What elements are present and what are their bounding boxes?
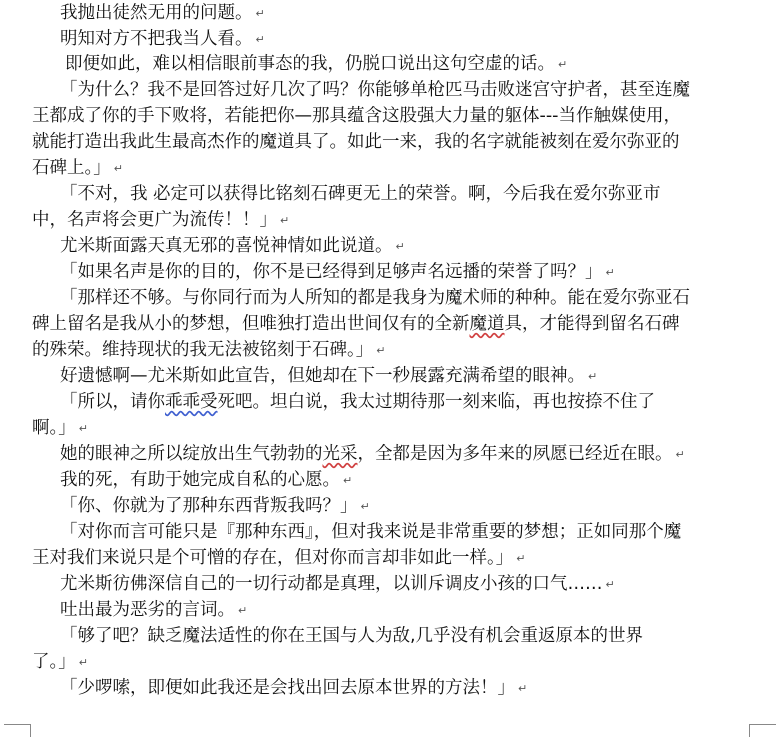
text-line: 尤米斯彷佛深信自己的一切行动都是真理，以训斥调皮小孩的口气…… ↵: [60, 574, 615, 594]
text-line: 尤米斯面露天真无邪的喜悦神情如此说道。 ↵: [60, 236, 405, 256]
text-line: 好遗憾啊—尤米斯如此宣告，但她却在下一秒展露充满希望的眼神。 ↵: [60, 366, 598, 386]
text-line: 吐出最为恶劣的言词。 ↵: [60, 600, 248, 620]
text-line: 就能打造出我此生最高杰作的魔道具了。如此一来，我的名字就能被刻在爱尔弥亚的: [32, 132, 680, 152]
text-line: 石碑上。」 ↵: [32, 158, 123, 178]
text-line: 啊。」 ↵: [32, 418, 88, 438]
text-line: 王都成了你的手下败将，若能把你—那具蕴含这股强大力量的躯体---当作触媒使用，: [32, 106, 681, 126]
text-line: 王对我们来说只是个可憎的存在，但对你而言却非如此一样。」 ↵: [32, 548, 526, 568]
text-line: 的殊荣。维持现状的我无法被铭刻于石碑。」 ↵: [32, 340, 386, 360]
text-line: 「你、你就为了那种东西背叛我吗？」 ↵: [60, 496, 370, 516]
text-line: 碑上留名是我从小的梦想，但唯独打造出世间仅有的全新魔道具，才能得到留名石碑: [32, 314, 680, 334]
text-line: 「所以，请你乖乖受死吧。坦白说，我太过期待那一刻来临，再也按捺不住了: [60, 392, 655, 412]
spellcheck-underline[interactable]: 魔道: [469, 314, 505, 334]
text-line: 「不对，我 必定可以获得比铭刻石碑更无上的荣誉。啊，今后我在爱尔弥亚市: [60, 184, 661, 204]
text-line: 中，名声将会更广为流传！！」 ↵: [32, 210, 290, 230]
spellcheck-underline[interactable]: 光采: [322, 444, 358, 464]
text-line: 「为什么？我不是回答过好几次了吗？你能够单枪匹马击败迷宫守护者，甚至连魔: [60, 80, 690, 100]
text-line: 「够了吧？缺乏魔法适性的你在王国与人为敌,几乎没有机会重返原本的世界: [60, 626, 644, 646]
text-line: 「对你而言可能只是『那种东西』，但对我来说是非常重要的梦想；正如同那个魔: [60, 522, 682, 542]
page-corner-mark-left: [4, 724, 31, 737]
text-line: 了。」 ↵: [32, 652, 88, 672]
text-line: 「如果名声是你的目的，你不是已经得到足够声名远播的荣誉了吗？」 ↵: [60, 262, 615, 282]
text-line: 「那样还不够。与你同行而为人所知的都是我身为魔术师的种种。能在爱尔弥亚石: [60, 288, 690, 308]
text-line: 「少啰嗦，即便如此我还是会找出回去原本世界的方法！」 ↵: [60, 678, 528, 698]
text-line: 明知对方不把我当人看。 ↵: [60, 29, 265, 49]
text-line: 我抛出徒然无用的问题。 ↵: [60, 3, 265, 23]
page-corner-mark-right: [749, 724, 776, 737]
text-line: 我的死，有助于她完成自私的心愿。 ↵: [60, 470, 353, 490]
text-line: 她的眼神之所以绽放出生气勃勃的光采，全都是因为多年来的夙愿已经近在眼。 ↵: [60, 444, 685, 464]
grammar-underline[interactable]: 乖乖受: [165, 392, 218, 412]
text-line: 即便如此，难以相信眼前事态的我，仍脱口说出这句空虚的话。 ↵: [65, 54, 568, 74]
